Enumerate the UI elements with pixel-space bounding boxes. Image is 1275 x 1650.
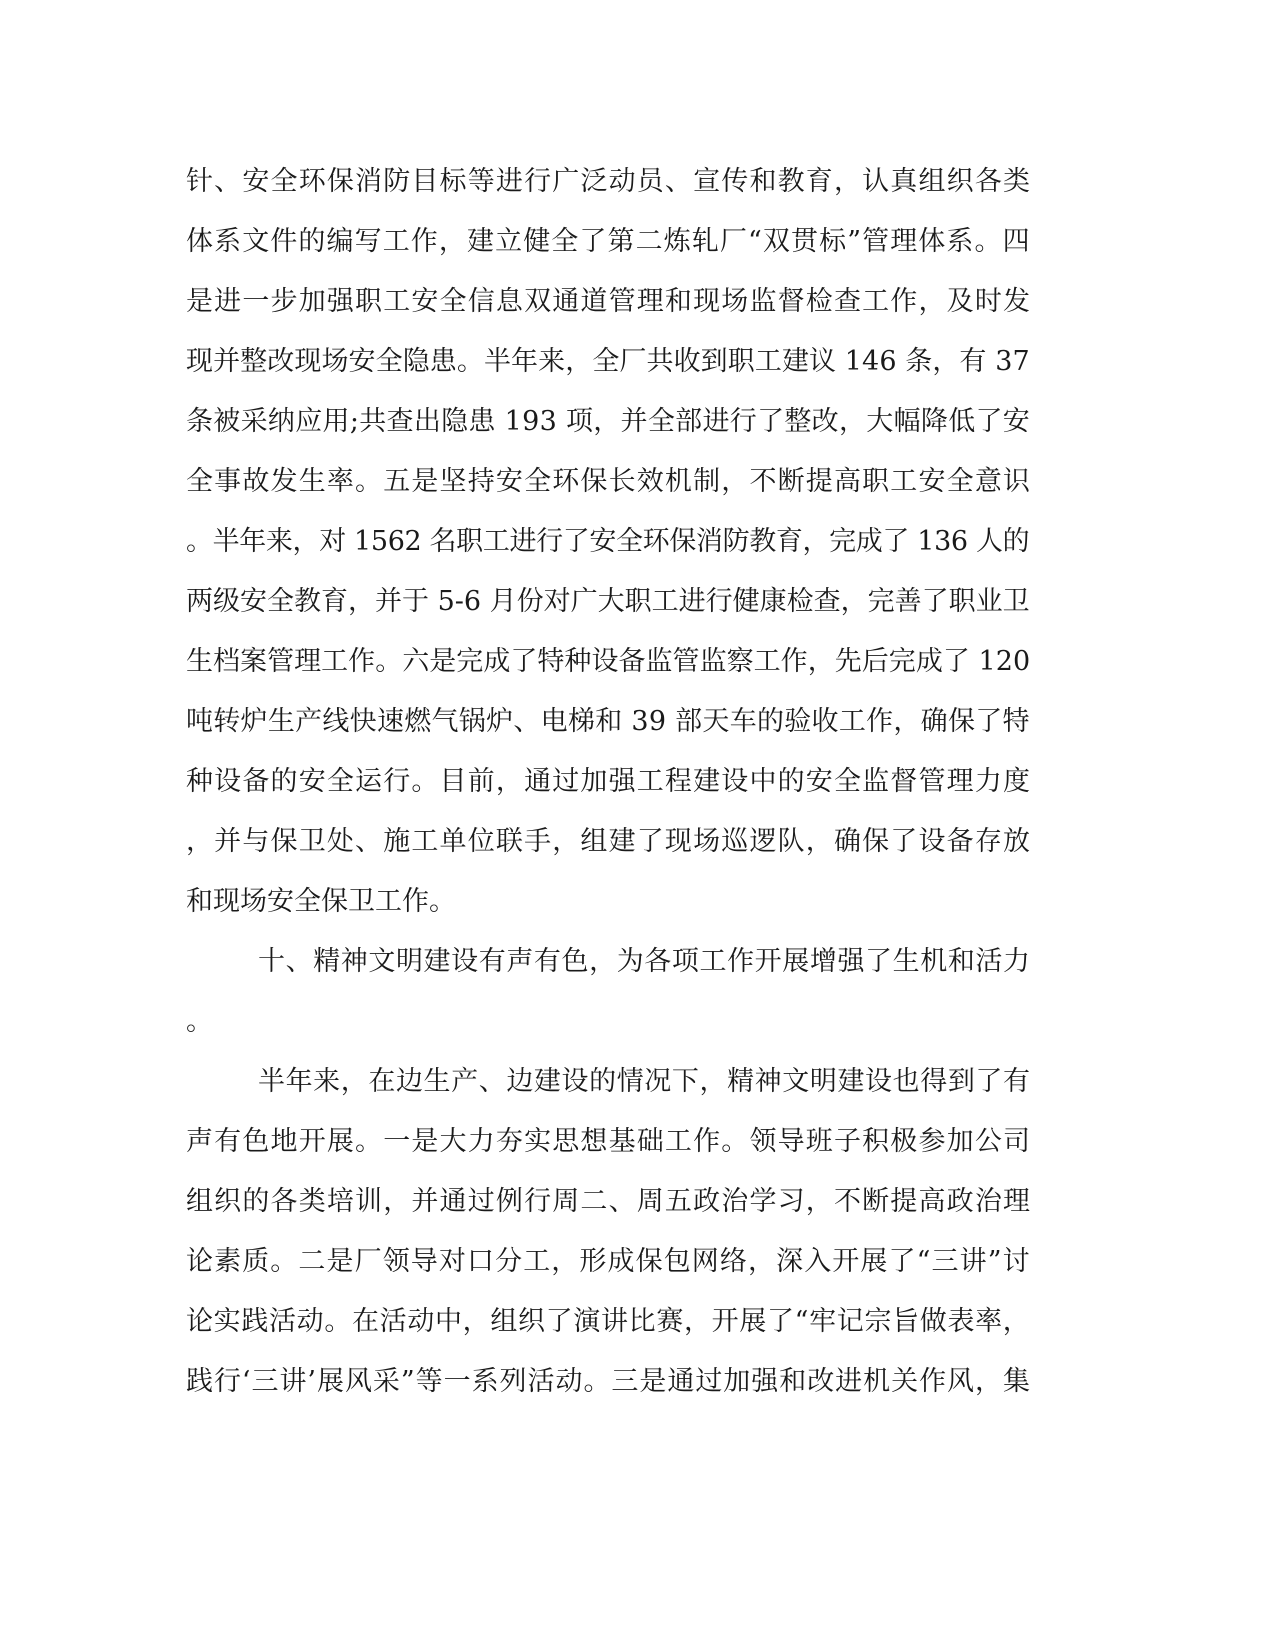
section-heading-continuation: 。 xyxy=(186,1006,213,1037)
paragraph-line: 和现场安全保卫工作。 xyxy=(186,886,456,917)
paragraph-line: 生档案管理工作。六是完成了特种设备监管监察工作，先后完成了 120 xyxy=(186,646,1031,677)
paragraph-line: 是进一步加强职工安全信息双通道管理和现场监督检查工作，及时发 xyxy=(186,286,1032,317)
paragraph-line: 条被采纳应用;共查出隐患 193 项，并全部进行了整改，大幅降低了安 xyxy=(186,406,1031,437)
paragraph-line: 声有色地开展。一是大力夯实思想基础工作。领导班子积极参加公司 xyxy=(186,1126,1032,1157)
paragraph-line: 种设备的安全运行。目前，通过加强工程建设中的安全监督管理力度 xyxy=(186,766,1032,797)
paragraph-line: 全事故发生率。五是坚持安全环保长效机制，不断提高职工安全意识 xyxy=(186,466,1032,497)
paragraph-line: 现并整改现场安全隐患。半年来，全厂共收到职工建议 146 条，有 37 xyxy=(186,346,1030,377)
paragraph-line: 组织的各类培训，并通过例行周二、周五政治学习，不断提高政治理 xyxy=(186,1186,1032,1217)
paragraph-line: 体系文件的编写工作，建立健全了第二炼轧厂“双贯标”管理体系。四 xyxy=(186,226,1031,257)
paragraph-line: 。半年来，对 1562 名职工进行了安全环保消防教育，完成了 136 人的 xyxy=(186,526,1030,557)
paragraph-line: 吨转炉生产线快速燃气锅炉、电梯和 39 部天车的验收工作，确保了特 xyxy=(186,706,1030,737)
section-heading: 十、精神文明建设有声有色，为各项工作开展增强了生机和活力 xyxy=(258,946,1031,977)
paragraph-line: 两级安全教育，并于 5-6 月份对广大职工进行健康检查，完善了职业卫 xyxy=(186,586,1030,617)
paragraph-line: 践行‘三讲’展风采”等一系列活动。三是通过加强和改进机关作风，集 xyxy=(186,1366,1031,1397)
paragraph-line: ，并与保卫处、施工单位联手，组建了现场巡逻队，确保了设备存放 xyxy=(186,826,1032,857)
paragraph-line: 论素质。二是厂领导对口分工，形成保包网络，深入开展了“三讲”讨 xyxy=(186,1246,1031,1277)
paragraph-line: 论实践活动。在活动中，组织了演讲比赛，开展了“牢记宗旨做表率， xyxy=(186,1306,1031,1337)
paragraph-line: 针、安全环保消防目标等进行广泛动员、宣传和教育，认真组织各类 xyxy=(186,166,1032,197)
paragraph-first-line: 半年来，在边生产、边建设的情况下，精神文明建设也得到了有 xyxy=(258,1066,1031,1097)
